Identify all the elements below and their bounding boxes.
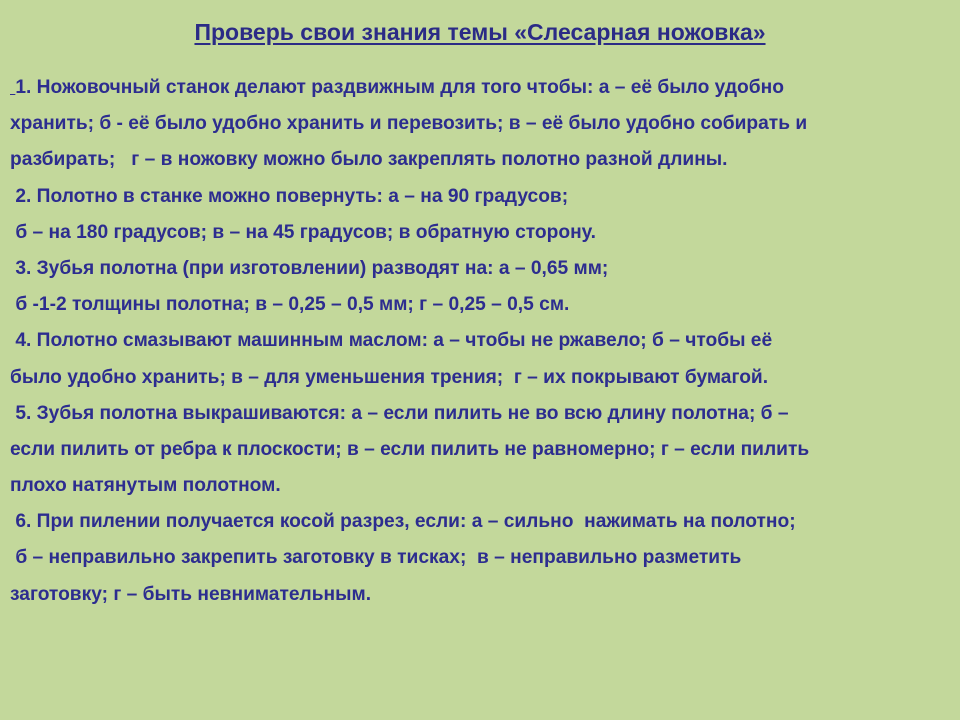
- question-line: разбирать; г – в ножовку можно было закреплять полотно разной длины.: [10, 149, 728, 171]
- question-line: б – неправильно закрепить заготовку в тисках; в – неправильно разметить: [10, 547, 742, 569]
- question-line: заготовку; г – быть невнимательным.: [10, 583, 372, 605]
- question-line: плохо натянутым полотном.: [10, 475, 281, 497]
- question-line: 3. Зубья полотна (при изготовлении) разводят на: а – 0,65 мм;: [10, 257, 609, 279]
- question-line: 5. Зубья полотна выкрашиваются: а – если пилить не во всю длину полотна; б –: [10, 402, 789, 424]
- question-line: 2. Полотно в станке можно повернуть: а – на 90 градусов;: [10, 185, 569, 207]
- question-line: б – на 180 градусов; в – на 45 градусов; в обратную сторону.: [10, 221, 596, 243]
- question-line: 4. Полотно смазывают машинным маслом: а – чтобы не ржавело; б – чтобы её: [10, 330, 773, 352]
- question-line: б -1-2 толщины полотна; в – 0,25 – 0,5 мм; г – 0,25 – 0,5 см.: [10, 294, 570, 316]
- question-line: [10, 70, 945, 106]
- question-line: было удобно хранить; в – для уменьшения трения; г – их покрывают бумагой.: [10, 366, 769, 388]
- question-text: 1. Ножовочный станок делают раздвижным для того чтобы: а – её было удобно: [15, 77, 784, 98]
- question-line: хранить; б - её было удобно хранить и перевозить; в – её было удобно собирать и: [10, 113, 808, 135]
- question-line: 6. При пилении получается косой разрез, если: а – сильно нажимать на полотно;: [10, 511, 796, 533]
- slide-title: Проверь свои знания темы «Слесарная ножовка»: [194, 19, 766, 45]
- question-list: [10, 70, 945, 613]
- question-line: если пилить от ребра к плоскости; в – если пилить не равномерно; г – если пилить: [10, 438, 810, 460]
